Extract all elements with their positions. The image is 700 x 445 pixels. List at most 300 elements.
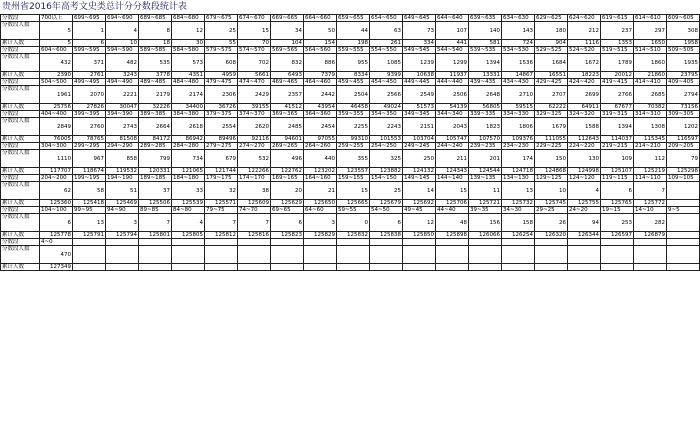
- score-range-cell[interactable]: 279~275: [205, 143, 238, 150]
- cumulative-cell[interactable]: [634, 264, 667, 271]
- cumulative-cell[interactable]: [370, 264, 403, 271]
- score-range-cell[interactable]: 14~10: [634, 207, 667, 214]
- score-range-cell[interactable]: 314~310: [634, 111, 667, 118]
- count-cell[interactable]: 2664: [139, 118, 172, 136]
- count-cell[interactable]: 496: [271, 150, 304, 168]
- score-range-cell[interactable]: [304, 239, 337, 246]
- count-cell[interactable]: [337, 246, 370, 264]
- count-cell[interactable]: 11: [469, 182, 502, 200]
- score-range-cell[interactable]: 574~570: [238, 47, 271, 54]
- count-cell[interactable]: 1308: [634, 118, 667, 136]
- cumulative-cell[interactable]: 109376: [502, 136, 535, 143]
- score-range-cell[interactable]: 404~400: [40, 111, 73, 118]
- count-cell[interactable]: [172, 246, 205, 264]
- count-cell[interactable]: 967: [73, 150, 106, 168]
- count-cell[interactable]: 1961: [40, 86, 73, 104]
- row-label-count[interactable]: 分数段人数: [1, 86, 40, 104]
- count-cell[interactable]: 4: [106, 22, 139, 40]
- cumulative-cell[interactable]: 84172: [139, 136, 172, 143]
- score-range-cell[interactable]: [370, 239, 403, 246]
- score-range-cell[interactable]: 154~150: [370, 175, 403, 182]
- count-cell[interactable]: [106, 246, 139, 264]
- cumulative-cell[interactable]: 124343: [436, 168, 469, 175]
- score-range-cell[interactable]: 474~470: [238, 79, 271, 86]
- cumulative-cell[interactable]: [502, 264, 535, 271]
- count-cell[interactable]: 3: [304, 214, 337, 232]
- cumulative-cell[interactable]: 101553: [370, 136, 403, 143]
- score-range-cell[interactable]: 494~490: [106, 79, 139, 86]
- count-cell[interactable]: 1536: [502, 54, 535, 72]
- count-cell[interactable]: 440: [304, 150, 337, 168]
- count-cell[interactable]: 63: [370, 22, 403, 40]
- score-range-cell[interactable]: 504~500: [40, 79, 73, 86]
- score-range-cell[interactable]: 564~560: [304, 47, 337, 54]
- count-cell[interactable]: 140: [469, 22, 502, 40]
- cumulative-cell[interactable]: 32226: [139, 104, 172, 111]
- count-cell[interactable]: 2707: [535, 86, 568, 104]
- score-range-cell[interactable]: 69~65: [271, 207, 304, 214]
- score-range-cell[interactable]: 689~685: [139, 15, 172, 22]
- score-range-cell[interactable]: 339~335: [469, 111, 502, 118]
- score-range-cell[interactable]: 329~325: [535, 111, 568, 118]
- score-range-cell[interactable]: 514~510: [634, 47, 667, 54]
- row-label-score[interactable]: 分数段: [1, 175, 40, 182]
- count-cell[interactable]: 2043: [436, 118, 469, 136]
- score-range-cell[interactable]: 299~295: [73, 143, 106, 150]
- count-cell[interactable]: 25: [205, 22, 238, 40]
- cumulative-cell[interactable]: 125755: [568, 200, 601, 207]
- count-cell[interactable]: 58: [73, 182, 106, 200]
- count-cell[interactable]: 2554: [205, 118, 238, 136]
- cumulative-cell[interactable]: 124868: [535, 168, 568, 175]
- count-cell[interactable]: 2618: [172, 118, 205, 136]
- cumulative-cell[interactable]: 20012: [601, 72, 634, 79]
- cumulative-cell[interactable]: 125745: [535, 200, 568, 207]
- cumulative-cell[interactable]: 122266: [238, 168, 271, 175]
- count-cell[interactable]: [370, 246, 403, 264]
- cumulative-cell[interactable]: 198: [337, 40, 370, 47]
- cumulative-cell[interactable]: 115345: [634, 136, 667, 143]
- cumulative-cell[interactable]: [238, 264, 271, 271]
- count-cell[interactable]: 482: [106, 54, 139, 72]
- score-range-cell[interactable]: 234~230: [502, 143, 535, 150]
- count-cell[interactable]: 2849: [40, 118, 73, 136]
- cumulative-cell[interactable]: [535, 264, 568, 271]
- score-range-cell[interactable]: 554~550: [370, 47, 403, 54]
- count-cell[interactable]: 6: [601, 182, 634, 200]
- cumulative-cell[interactable]: 3778: [139, 72, 172, 79]
- score-range-cell[interactable]: 569~565: [271, 47, 304, 54]
- score-range-cell[interactable]: [568, 239, 601, 246]
- cumulative-cell[interactable]: 55: [205, 40, 238, 47]
- count-cell[interactable]: 2221: [106, 86, 139, 104]
- cumulative-cell[interactable]: 117707: [40, 168, 73, 175]
- cumulative-cell[interactable]: 126879: [634, 232, 667, 239]
- score-range-cell[interactable]: [271, 239, 304, 246]
- score-range-cell[interactable]: 74~70: [238, 207, 271, 214]
- count-cell[interactable]: 44: [337, 22, 370, 40]
- count-cell[interactable]: 2454: [304, 118, 337, 136]
- score-range-cell[interactable]: 469~465: [271, 79, 304, 86]
- cumulative-cell[interactable]: 127349: [40, 264, 73, 271]
- cumulative-cell[interactable]: 125650: [304, 200, 337, 207]
- count-cell[interactable]: [667, 246, 700, 264]
- count-cell[interactable]: 7: [139, 214, 172, 232]
- cumulative-cell[interactable]: 123557: [337, 168, 370, 175]
- count-cell[interactable]: 2357: [271, 86, 304, 104]
- cumulative-cell[interactable]: 49024: [370, 104, 403, 111]
- score-range-cell[interactable]: 214~210: [634, 143, 667, 150]
- score-range-cell[interactable]: 539~535: [469, 47, 502, 54]
- row-label-score[interactable]: 分数段: [1, 79, 40, 86]
- cumulative-cell[interactable]: 62222: [535, 104, 568, 111]
- score-range-cell[interactable]: 629~625: [535, 15, 568, 22]
- cumulative-cell[interactable]: [172, 264, 205, 271]
- count-cell[interactable]: 21: [304, 182, 337, 200]
- cumulative-cell[interactable]: 125794: [106, 232, 139, 239]
- score-range-cell[interactable]: 354~350: [370, 111, 403, 118]
- count-cell[interactable]: 37: [139, 182, 172, 200]
- count-cell[interactable]: 1789: [601, 54, 634, 72]
- cumulative-cell[interactable]: 2390: [40, 72, 73, 79]
- count-cell[interactable]: 371: [73, 54, 106, 72]
- count-cell[interactable]: 2306: [205, 86, 238, 104]
- count-cell[interactable]: 2766: [601, 86, 634, 104]
- cumulative-cell[interactable]: 125609: [238, 200, 271, 207]
- cumulative-cell[interactable]: 125801: [139, 232, 172, 239]
- cumulative-cell[interactable]: [304, 264, 337, 271]
- cumulative-cell[interactable]: 125850: [403, 232, 436, 239]
- cumulative-cell[interactable]: 104: [271, 40, 304, 47]
- row-label-count[interactable]: 分数段人数: [1, 118, 40, 136]
- count-cell[interactable]: 107: [436, 22, 469, 40]
- score-range-cell[interactable]: 409~405: [667, 79, 700, 86]
- cumulative-cell[interactable]: [667, 264, 700, 271]
- score-range-cell[interactable]: 519~515: [601, 47, 634, 54]
- cumulative-cell[interactable]: [337, 264, 370, 271]
- cumulative-cell[interactable]: 121065: [172, 168, 205, 175]
- score-range-cell[interactable]: 459~455: [337, 79, 370, 86]
- score-range-cell[interactable]: 439~435: [469, 79, 502, 86]
- count-cell[interactable]: 201: [469, 150, 502, 168]
- count-cell[interactable]: [271, 246, 304, 264]
- count-cell[interactable]: 2710: [502, 86, 535, 104]
- count-cell[interactable]: 33: [172, 182, 205, 200]
- score-range-cell[interactable]: 179~175: [205, 175, 238, 182]
- count-cell[interactable]: 7: [238, 214, 271, 232]
- score-range-cell[interactable]: 99~95: [73, 207, 106, 214]
- cumulative-cell[interactable]: 125629: [271, 200, 304, 207]
- count-cell[interactable]: 94: [568, 214, 601, 232]
- score-range-cell[interactable]: 699~695: [73, 15, 106, 22]
- count-cell[interactable]: 112: [634, 150, 667, 168]
- cumulative-cell[interactable]: 43954: [304, 104, 337, 111]
- score-range-cell[interactable]: [73, 239, 106, 246]
- count-cell[interactable]: 7: [205, 214, 238, 232]
- cumulative-cell[interactable]: 125298: [667, 168, 700, 175]
- count-cell[interactable]: 679: [205, 150, 238, 168]
- count-cell[interactable]: [403, 246, 436, 264]
- cumulative-cell[interactable]: 105747: [436, 136, 469, 143]
- score-range-cell[interactable]: [205, 239, 238, 246]
- cumulative-cell[interactable]: 11937: [436, 72, 469, 79]
- count-cell[interactable]: 1935: [667, 54, 700, 72]
- score-range-cell[interactable]: 649~645: [403, 15, 436, 22]
- score-range-cell[interactable]: 189~185: [139, 175, 172, 182]
- score-range-cell[interactable]: 489~485: [139, 79, 172, 86]
- count-cell[interactable]: [205, 246, 238, 264]
- score-range-cell[interactable]: 479~475: [205, 79, 238, 86]
- cumulative-cell[interactable]: [73, 264, 106, 271]
- score-range-cell[interactable]: 159~155: [337, 175, 370, 182]
- count-cell[interactable]: 38: [238, 182, 271, 200]
- row-label-count[interactable]: 分数段人数: [1, 214, 40, 232]
- row-label-count[interactable]: 分数段人数: [1, 22, 40, 40]
- cumulative-cell[interactable]: 125539: [172, 200, 205, 207]
- count-cell[interactable]: 2255: [337, 118, 370, 136]
- count-cell[interactable]: 12: [403, 214, 436, 232]
- count-cell[interactable]: 174: [502, 150, 535, 168]
- count-cell[interactable]: 34: [271, 22, 304, 40]
- count-cell[interactable]: 2648: [469, 86, 502, 104]
- cumulative-cell[interactable]: 125506: [139, 200, 172, 207]
- count-cell[interactable]: 702: [238, 54, 271, 72]
- score-range-cell[interactable]: 444~440: [436, 79, 469, 86]
- score-range-cell[interactable]: 229~225: [535, 143, 568, 150]
- cumulative-cell[interactable]: 10: [106, 40, 139, 47]
- count-cell[interactable]: 325: [370, 150, 403, 168]
- row-label-score[interactable]: 分数段: [1, 15, 40, 22]
- count-cell[interactable]: [568, 246, 601, 264]
- score-range-cell[interactable]: 274~270: [238, 143, 271, 150]
- count-cell[interactable]: 4: [172, 214, 205, 232]
- score-range-cell[interactable]: 434~430: [502, 79, 535, 86]
- score-range-cell[interactable]: 454~450: [370, 79, 403, 86]
- score-range-cell[interactable]: 694~690: [106, 15, 139, 22]
- count-cell[interactable]: 73: [403, 22, 436, 40]
- score-range-cell[interactable]: 399~395: [73, 111, 106, 118]
- cumulative-cell[interactable]: 3243: [106, 72, 139, 79]
- count-cell[interactable]: [601, 246, 634, 264]
- count-cell[interactable]: 143: [502, 22, 535, 40]
- cumulative-cell[interactable]: 64911: [568, 104, 601, 111]
- score-range-cell[interactable]: 219~215: [601, 143, 634, 150]
- score-range-cell[interactable]: 284~280: [172, 143, 205, 150]
- cumulative-cell[interactable]: 125721: [469, 200, 502, 207]
- count-cell[interactable]: 14: [403, 182, 436, 200]
- row-label-cum[interactable]: 累计人数: [1, 232, 40, 239]
- cumulative-cell[interactable]: 4959: [205, 72, 238, 79]
- score-range-cell[interactable]: [238, 239, 271, 246]
- row-label-cum[interactable]: 累计人数: [1, 72, 40, 79]
- cumulative-cell[interactable]: 125765: [601, 200, 634, 207]
- score-range-cell[interactable]: 174~170: [238, 175, 271, 182]
- score-range-cell[interactable]: 534~530: [502, 47, 535, 54]
- score-range-cell[interactable]: [172, 239, 205, 246]
- score-range-cell[interactable]: 414~410: [634, 79, 667, 86]
- score-range-cell[interactable]: 464~460: [304, 79, 337, 86]
- cumulative-cell[interactable]: 1116: [568, 40, 601, 47]
- row-label-score[interactable]: 分数段: [1, 111, 40, 118]
- cumulative-cell[interactable]: 89496: [205, 136, 238, 143]
- score-range-cell[interactable]: [535, 239, 568, 246]
- score-range-cell[interactable]: 134~130: [502, 175, 535, 182]
- score-range-cell[interactable]: 124~120: [568, 175, 601, 182]
- count-cell[interactable]: 237: [601, 22, 634, 40]
- cumulative-cell[interactable]: 70: [238, 40, 271, 47]
- cumulative-cell[interactable]: 73156: [667, 104, 700, 111]
- cumulative-cell[interactable]: 124132: [403, 168, 436, 175]
- score-range-cell[interactable]: 429~425: [535, 79, 568, 86]
- cumulative-cell[interactable]: 125823: [271, 232, 304, 239]
- score-range-cell[interactable]: 614~610: [634, 15, 667, 22]
- cumulative-cell[interactable]: 116597: [667, 136, 700, 143]
- score-range-cell[interactable]: 169~165: [271, 175, 304, 182]
- count-cell[interactable]: 2243: [370, 118, 403, 136]
- cumulative-cell[interactable]: 114037: [601, 136, 634, 143]
- cumulative-cell[interactable]: 14867: [502, 72, 535, 79]
- score-range-cell[interactable]: 319~315: [601, 111, 634, 118]
- row-label-cum[interactable]: 累计人数: [1, 136, 40, 143]
- cumulative-cell[interactable]: 125665: [337, 200, 370, 207]
- score-range-cell[interactable]: 24~20: [568, 207, 601, 214]
- cumulative-cell[interactable]: 111055: [535, 136, 568, 143]
- count-cell[interactable]: 13: [73, 214, 106, 232]
- cumulative-cell[interactable]: 125418: [73, 200, 106, 207]
- count-cell[interactable]: 297: [634, 22, 667, 40]
- score-range-cell[interactable]: 544~540: [436, 47, 469, 54]
- cumulative-cell[interactable]: 125791: [73, 232, 106, 239]
- row-label-cum[interactable]: 累计人数: [1, 40, 40, 47]
- cumulative-cell[interactable]: 5661: [238, 72, 271, 79]
- cumulative-cell[interactable]: 36726: [205, 104, 238, 111]
- count-cell[interactable]: 8: [139, 22, 172, 40]
- score-range-cell[interactable]: 364~360: [304, 111, 337, 118]
- cumulative-cell[interactable]: 123882: [370, 168, 403, 175]
- cumulative-cell[interactable]: 2761: [73, 72, 106, 79]
- count-cell[interactable]: 3: [106, 214, 139, 232]
- count-cell[interactable]: 1672: [568, 54, 601, 72]
- score-range-cell[interactable]: 579~575: [205, 47, 238, 54]
- count-cell[interactable]: 26: [535, 214, 568, 232]
- cumulative-cell[interactable]: 41512: [271, 104, 304, 111]
- count-cell[interactable]: [304, 246, 337, 264]
- score-range-cell[interactable]: 194~190: [106, 175, 139, 182]
- cumulative-cell[interactable]: 30: [172, 40, 205, 47]
- score-range-cell[interactable]: [601, 239, 634, 246]
- score-range-cell[interactable]: [337, 239, 370, 246]
- cumulative-cell[interactable]: 97055: [304, 136, 337, 143]
- count-cell[interactable]: 4: [568, 182, 601, 200]
- score-range-cell[interactable]: 224~220: [568, 143, 601, 150]
- score-range-cell[interactable]: 114~110: [634, 175, 667, 182]
- score-range-cell[interactable]: 389~385: [139, 111, 172, 118]
- cumulative-cell[interactable]: 56805: [469, 104, 502, 111]
- score-range-cell[interactable]: [502, 239, 535, 246]
- score-range-cell[interactable]: 44~40: [436, 207, 469, 214]
- count-cell[interactable]: 2566: [370, 86, 403, 104]
- score-range-cell[interactable]: 294~290: [106, 143, 139, 150]
- score-range-cell[interactable]: 634~630: [502, 15, 535, 22]
- count-cell[interactable]: [535, 246, 568, 264]
- score-range-cell[interactable]: 59~55: [337, 207, 370, 214]
- cumulative-cell[interactable]: 125107: [601, 168, 634, 175]
- row-label-cum[interactable]: 累计人数: [1, 264, 40, 271]
- count-cell[interactable]: 13: [502, 182, 535, 200]
- cumulative-cell[interactable]: 126066: [469, 232, 502, 239]
- count-cell[interactable]: 2743: [106, 118, 139, 136]
- count-cell[interactable]: 1806: [502, 118, 535, 136]
- cumulative-cell[interactable]: [436, 264, 469, 271]
- cumulative-cell[interactable]: 8334: [337, 72, 370, 79]
- cumulative-cell[interactable]: 125838: [370, 232, 403, 239]
- count-cell[interactable]: [502, 246, 535, 264]
- cumulative-cell[interactable]: 46458: [337, 104, 370, 111]
- score-range-cell[interactable]: 244~240: [436, 143, 469, 150]
- count-cell[interactable]: 20: [271, 182, 304, 200]
- count-cell[interactable]: 2699: [568, 86, 601, 104]
- count-cell[interactable]: 573: [172, 54, 205, 72]
- cumulative-cell[interactable]: 92116: [238, 136, 271, 143]
- score-range-cell[interactable]: 639~635: [469, 15, 502, 22]
- score-range-cell[interactable]: 84~80: [172, 207, 205, 214]
- cumulative-cell[interactable]: 125805: [172, 232, 205, 239]
- count-cell[interactable]: 1: [73, 22, 106, 40]
- score-range-cell[interactable]: 199~195: [73, 175, 106, 182]
- cumulative-cell[interactable]: 126597: [601, 232, 634, 239]
- score-range-cell[interactable]: 700以上: [40, 15, 73, 22]
- cumulative-cell[interactable]: 724: [502, 40, 535, 47]
- score-range-cell[interactable]: 34~30: [502, 207, 535, 214]
- count-cell[interactable]: 532: [238, 150, 271, 168]
- count-cell[interactable]: 50: [304, 22, 337, 40]
- cumulative-cell[interactable]: [469, 264, 502, 271]
- cumulative-cell[interactable]: 124544: [469, 168, 502, 175]
- cumulative-cell[interactable]: 120331: [139, 168, 172, 175]
- score-range-cell[interactable]: 184~180: [172, 175, 205, 182]
- score-range-cell[interactable]: 139~135: [469, 175, 502, 182]
- cumulative-cell[interactable]: 59515: [502, 104, 535, 111]
- cumulative-cell[interactable]: 6493: [271, 72, 304, 79]
- count-cell[interactable]: 2485: [271, 118, 304, 136]
- row-label-count[interactable]: 分数段人数: [1, 54, 40, 72]
- count-cell[interactable]: 212: [568, 22, 601, 40]
- score-range-cell[interactable]: 619~615: [601, 15, 634, 22]
- count-cell[interactable]: 308: [667, 22, 700, 40]
- count-cell[interactable]: 734: [172, 150, 205, 168]
- score-range-cell[interactable]: 149~145: [403, 175, 436, 182]
- count-cell[interactable]: 1085: [370, 54, 403, 72]
- score-range-cell[interactable]: 164~160: [304, 175, 337, 182]
- count-cell[interactable]: 79: [667, 150, 700, 168]
- cumulative-cell[interactable]: 23795: [667, 72, 700, 79]
- cumulative-cell[interactable]: 9399: [370, 72, 403, 79]
- score-range-cell[interactable]: 4~0: [40, 239, 73, 246]
- cumulative-cell[interactable]: 581: [469, 40, 502, 47]
- count-cell[interactable]: 1239: [403, 54, 436, 72]
- score-range-cell[interactable]: 584~580: [172, 47, 205, 54]
- count-cell[interactable]: 2794: [667, 86, 700, 104]
- score-range-cell[interactable]: 524~520: [568, 47, 601, 54]
- count-cell[interactable]: 1860: [634, 54, 667, 72]
- count-cell[interactable]: 1684: [535, 54, 568, 72]
- count-cell[interactable]: 470: [40, 246, 73, 264]
- score-range-cell[interactable]: 599~595: [73, 47, 106, 54]
- score-range-cell[interactable]: 669~665: [271, 15, 304, 22]
- score-range-cell[interactable]: [403, 239, 436, 246]
- score-range-cell[interactable]: 104~100: [40, 207, 73, 214]
- count-cell[interactable]: 7: [634, 182, 667, 200]
